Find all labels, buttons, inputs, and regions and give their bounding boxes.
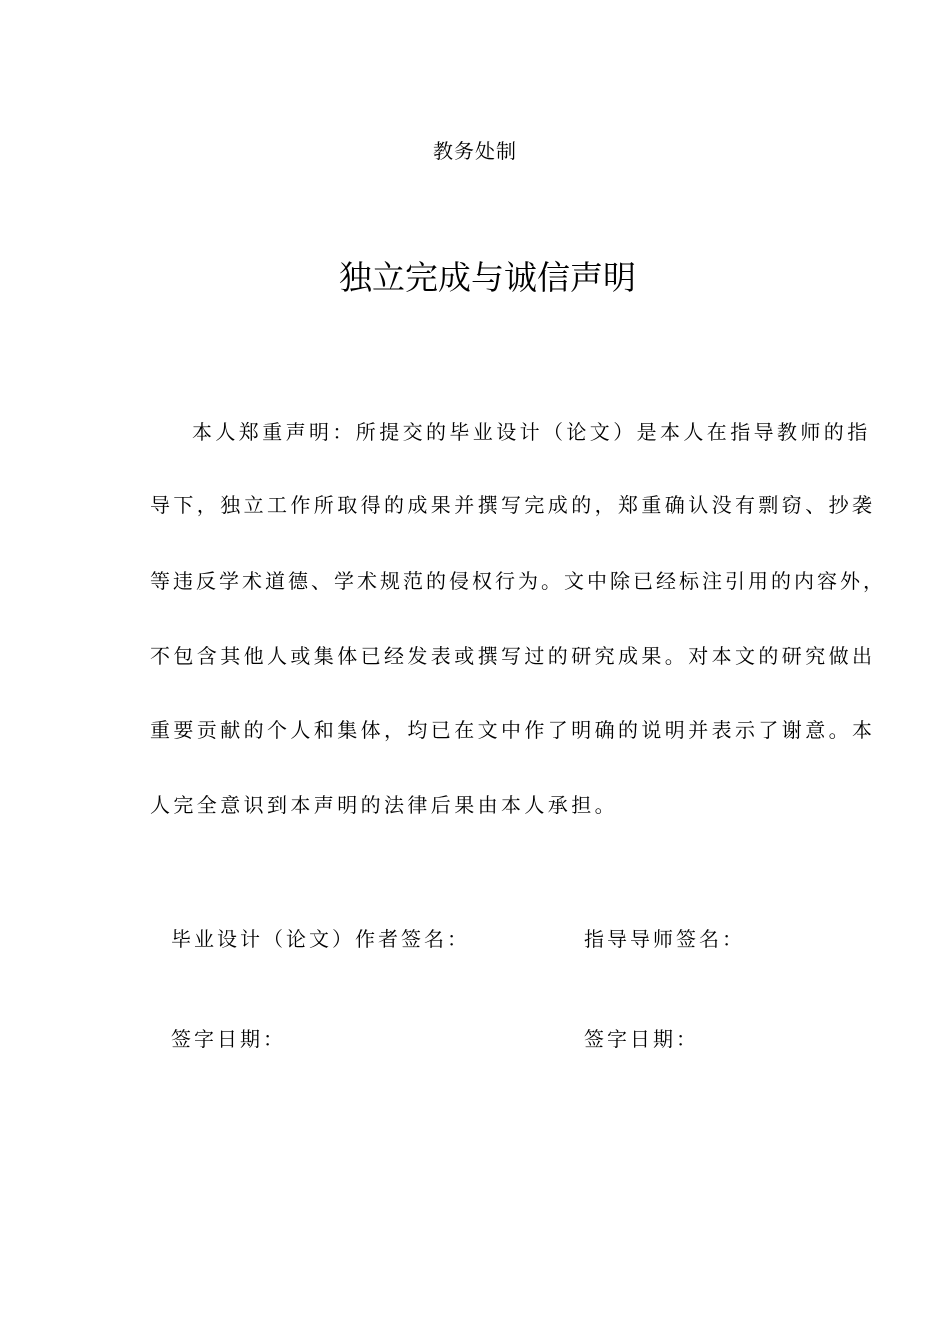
declaration-line-5: 重要贡献的个人和集体，均已在文中作了明确的说明并表示了谢意。本 (150, 718, 876, 742)
author-date-label: 签字日期： (171, 1027, 286, 1051)
declaration-line-4: 不包含其他人或集体已经发表或撰写过的研究成果。对本文的研究做出 (150, 644, 876, 668)
issuer-text: 教务处制 (433, 139, 517, 163)
declaration-line-3: 等违反学术道德、学术规范的侵权行为。文中除已经标注引用的内容外， (150, 569, 886, 593)
author-signature-label: 毕业设计（论文）作者签名： (171, 927, 470, 951)
supervisor-signature-label: 指导导师签名： (584, 927, 745, 951)
declaration-line-2: 导下，独立工作所取得的成果并撰写完成的，郑重确认没有剽窃、抄袭 (150, 493, 876, 517)
supervisor-date-label: 签字日期： (584, 1027, 699, 1051)
declaration-line-1: 本人郑重声明：所提交的毕业设计（论文）是本人在指导教师的指 (192, 420, 871, 444)
document-title: 独立完成与诚信声明 (339, 258, 636, 297)
declaration-line-6: 人完全意识到本声明的法律后果由本人承担。 (150, 793, 618, 817)
